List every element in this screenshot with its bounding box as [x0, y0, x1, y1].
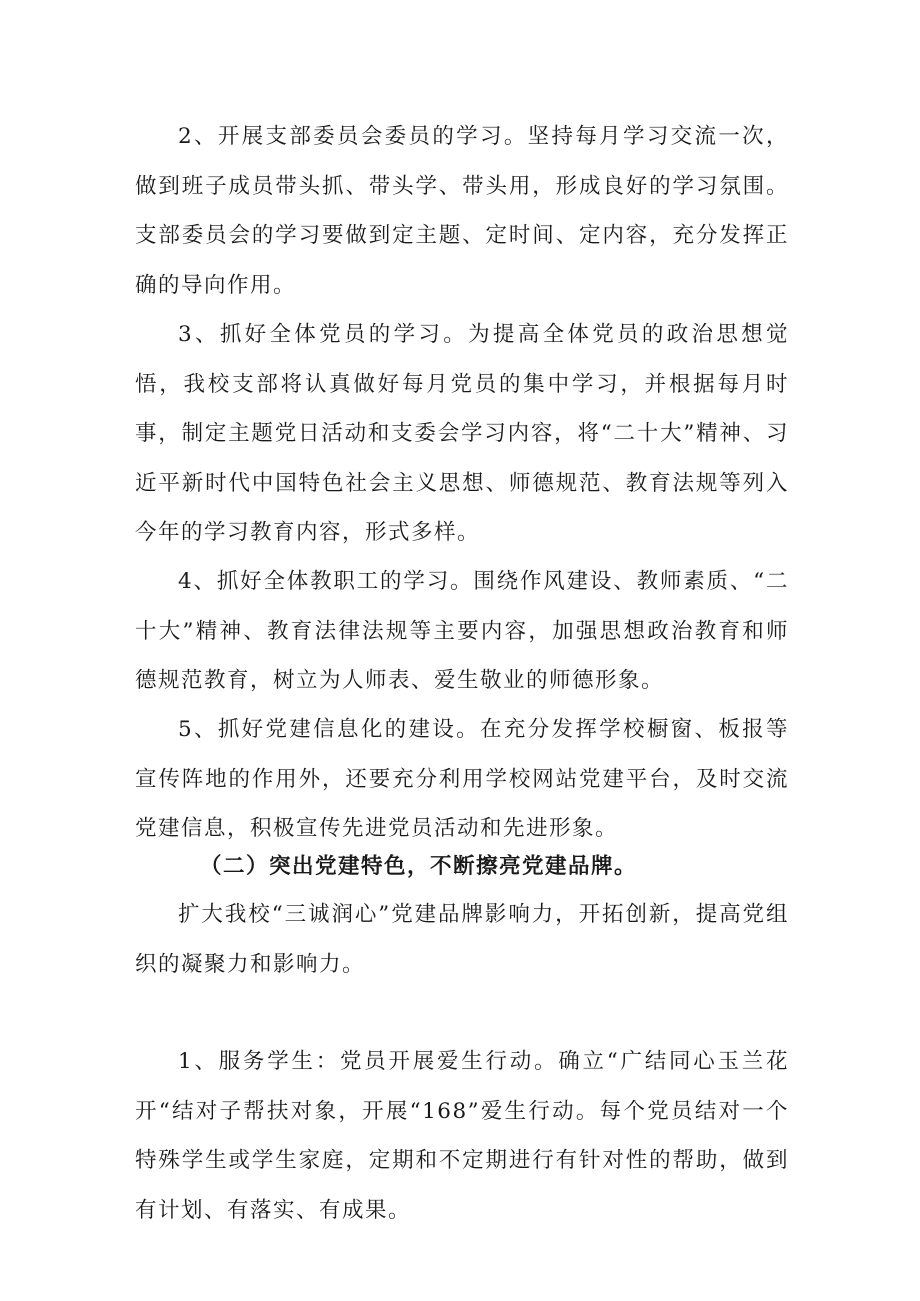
paragraph-brand-influence: 扩大我校“三诚润心”党建品牌影响力，开拓创新，提高党组织的凝聚力和影响力。 [135, 902, 789, 977]
paragraph-informatization: 5、抓好党建信息化的建设。在充分发挥学校橱窗、板报等宣传阵地的作用外，还要充分利用学校网站党建平台，及时交流党建信息，积极宣传先进党员活动和先进形象。 [135, 717, 789, 841]
paragraph-committee-study: 2、开展支部委员会委员的学习。坚持每月学习交流一次，做到班子成员带头抓、带头学、带头用，形成良好的学习氛围。支部委员会的学习要做到定主题、定时间、定内容，充分发挥正确的导向作用。 [135, 124, 789, 298]
paragraph-staff-study: 4、抓好全体教职工的学习。围绕作风建设、教师素质、“二十大”精神、教育法律法规等主要内容，加强思想政治教育和师德规范教育，树立为人师表、爱生敬业的师德形象。 [135, 569, 789, 693]
paragraph-party-member-study: 3、抓好全体党员的学习。为提高全体党员的政治思想觉悟，我校支部将认真做好每月党员的集中学习，并根据每月时事，制定主题党日活动和支委会学习内容，将“二十大”精神、习近平新时代中国特色社会主义思想、师德规范、教育法规等列入今年的学习教育内容，形式多样。 [135, 322, 789, 545]
paragraph-serve-students: 1、服务学生：党员开展爱生行动。确立“广结同心玉兰花开“结对子帮扶对象，开展“168”爱生行动。每个党员结对一个特殊学生或学生家庭，定期和不定期进行有针对性的帮助，做到有计划、有落实、有成果。 [135, 1049, 789, 1223]
section-heading: （二）突出党建特色，不断擦亮党建品牌。 [200, 854, 638, 879]
